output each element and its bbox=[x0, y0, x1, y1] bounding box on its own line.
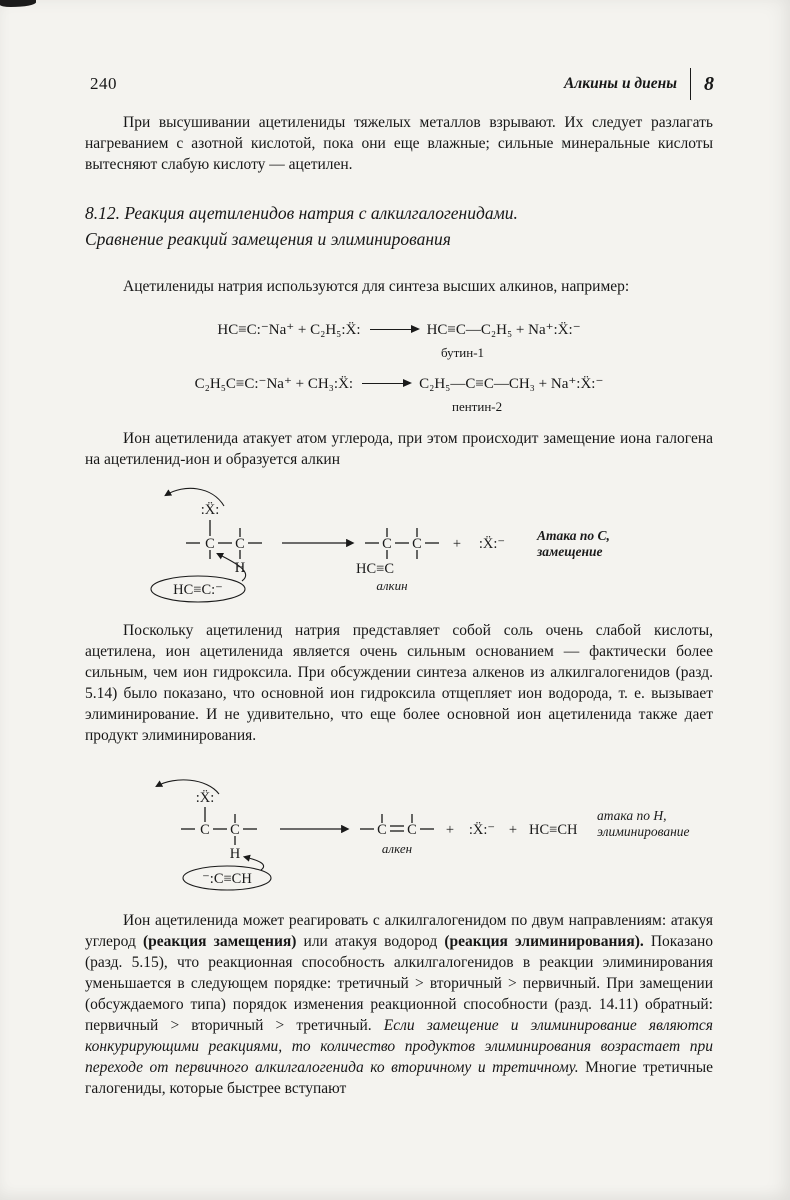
eq1-product-name: бутин-1 bbox=[441, 345, 485, 360]
hydrogen-atom: H bbox=[234, 560, 246, 576]
halide-ion: :Ẍ:⁻ bbox=[478, 536, 506, 552]
scan-artifact bbox=[0, 0, 36, 7]
plus-sign: + bbox=[452, 536, 462, 552]
plus-sign: + bbox=[508, 822, 518, 838]
annotation-attack-carbon: Атака по C, bbox=[537, 528, 610, 543]
acetylide-ion: HC≡C:⁻ bbox=[173, 582, 223, 598]
section-heading-line1: 8.12. Реакция ацетиленидов натрия с алкилгалогенидами. bbox=[85, 203, 518, 223]
paragraph-intro: При высушивании ацетилениды тяжелых металлов взрывают. Их следует разлагать нагреванием с азотной кислотой, пока они еще влажные; сильные минеральные кислоты вытесняют слабую кислоту — ацетилен. bbox=[85, 114, 713, 173]
scheme-substitution bbox=[140, 482, 640, 604]
carbon-atom: C bbox=[377, 822, 387, 838]
header-divider bbox=[690, 68, 691, 100]
final-seg-italic: Если замещение и элиминирование являются конкурирующими реакциями, то количество продуктов элиминирования возрастает при переходе от первичного алкилгалогенида ко вторичному и третичному. bbox=[85, 1017, 713, 1076]
annotation-substitution: замещение bbox=[537, 544, 603, 559]
carbon-atom: C bbox=[205, 536, 215, 552]
paragraph-strong-base: Поскольку ацетиленид натрия представляет собой соль очень слабой кислоты, ацетилена, ион ацетиленида является очень сильным основанием — фактически более сильным, чем ион гидроксила. При обсуждении синтеза алкенов из алкилгалогенидов (разд. 5.14) было показано, что основной ион гидроксила отщепляет ион водорода, т. е. вызывает элиминирование. И не удивительно, что еще более основной ион ацетиленида также дает продукт элиминирования. bbox=[85, 622, 713, 744]
final-seg-3: или атакуя водород bbox=[296, 933, 445, 950]
carbon-atom: C bbox=[200, 822, 210, 838]
alkynyl-group: HC≡C bbox=[356, 561, 394, 577]
hydrogen-atom: H bbox=[229, 846, 241, 862]
leaving-group-x: :Ẍ: bbox=[200, 502, 220, 518]
carbon-atom: C bbox=[382, 536, 392, 552]
section-heading-line2: Сравнение реакций замещения и элиминирования bbox=[85, 229, 451, 249]
eq2-reactants: C₂H₅C≡C:⁻Na⁺ + CH₃:Ẍ: bbox=[194, 376, 354, 392]
scheme-elimination bbox=[135, 776, 695, 896]
reaction-arrow bbox=[370, 329, 418, 330]
eq2-product-name: пентин-2 bbox=[452, 399, 503, 414]
eq1-reactants: HC≡C:⁻Na⁺ + C₂H₅:Ẍ: bbox=[217, 322, 361, 338]
page-number: 240 bbox=[90, 74, 117, 93]
equation-pentyne bbox=[85, 374, 713, 393]
product-name: алкен bbox=[381, 841, 413, 856]
page-header bbox=[90, 68, 714, 100]
leaving-group-x: :Ẍ: bbox=[195, 790, 215, 806]
running-title: Алкины и диены bbox=[563, 75, 677, 92]
eq1-products: HC≡C—C₂H₅ + Na⁺:Ẍ:⁻ bbox=[426, 322, 581, 338]
chapter-number: 8 bbox=[704, 72, 714, 95]
halide-ion: :Ẍ:⁻ bbox=[468, 822, 496, 838]
carbon-atom: C bbox=[230, 822, 240, 838]
equation-butyne bbox=[85, 320, 713, 339]
final-seg-5: Показано (разд. 5.15), что реакционная способность алкилгалогенидов в реакции элиминирования уменьшается в следующем порядке: третичный > вторичный > первичный. При замещении (обсуждаемого типа) порядок изменения реакционной способности (разд. 14.11) обратный: первичный > вторичный > третичный. bbox=[85, 933, 714, 1034]
paragraph-synthesis: Ацетилениды натрия используются для синтеза высших алкинов, например: bbox=[123, 278, 630, 295]
final-seg-1: Ион ацетиленида может реагировать с алкилгалогенидом по двум направлениям: атакуя углерод bbox=[85, 912, 713, 950]
acetylene: HC≡CH bbox=[529, 822, 578, 838]
acetylide-ion: ⁻:C≡CH bbox=[202, 871, 252, 887]
final-seg-substitution-bold: (реакция замещения) bbox=[142, 933, 297, 950]
paragraph-attack-carbon: Ион ацетиленида атакует атом углерода, при этом происходит замещение иона галогена на ацетиленид-ион и образуется алкин bbox=[85, 430, 713, 468]
final-seg-elimination-bold: (реакция элиминирования). bbox=[444, 933, 644, 950]
annotation-elimination: элиминирование bbox=[597, 824, 690, 839]
section-heading bbox=[85, 200, 725, 252]
running-head bbox=[564, 68, 714, 100]
annotation-attack-hydrogen: атака по H, bbox=[597, 808, 667, 823]
plus-sign: + bbox=[445, 822, 455, 838]
reaction-arrow bbox=[362, 383, 410, 384]
eq2-products: C₂H₅—C≡C—CH₃ + Na⁺:Ẍ:⁻ bbox=[419, 376, 604, 392]
curved-arrow-attack-carbon bbox=[218, 554, 246, 581]
paragraph-competition bbox=[85, 910, 713, 1099]
carbon-atom: C bbox=[412, 536, 422, 552]
carbon-atom: C bbox=[407, 822, 417, 838]
product-name: алкин bbox=[376, 578, 408, 593]
carbon-atom: C bbox=[235, 536, 245, 552]
final-seg-7: Многие третичные галогениды, которые быстрее вступают bbox=[85, 1059, 714, 1097]
